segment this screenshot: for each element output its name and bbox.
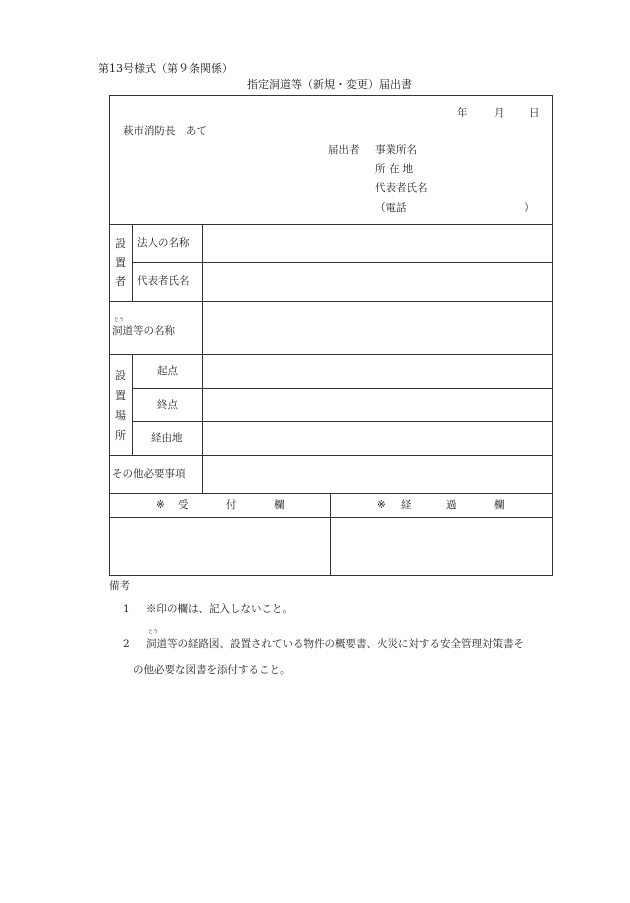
progress-field[interactable] xyxy=(332,519,551,574)
submitter-label: 届出者 xyxy=(328,144,360,156)
installer-vertical-char: 設 xyxy=(115,237,126,250)
via-point-label: 経由地 xyxy=(151,432,183,444)
table-border-right xyxy=(552,95,553,576)
date-day-label: 日 xyxy=(529,107,540,119)
start-point-label: 起点 xyxy=(157,365,178,377)
note-2-number: 2 xyxy=(123,638,130,650)
reception-header-char: 付 xyxy=(226,499,237,511)
addressee: 萩市消防長 あて xyxy=(123,125,207,137)
row-divider xyxy=(109,301,553,302)
table-border-left xyxy=(109,95,110,576)
location-label: 所 在 地 xyxy=(375,163,414,175)
row-divider xyxy=(132,421,553,422)
location-vertical-char: 置 xyxy=(115,389,126,402)
row-divider xyxy=(109,354,553,355)
note-1-number: 1 xyxy=(123,603,130,615)
col-divider xyxy=(330,493,331,576)
progress-header-char: 過 xyxy=(446,499,457,511)
representative-name-label: 代表者氏名 xyxy=(375,182,428,194)
col-divider xyxy=(132,224,133,302)
office-name-label: 事業所名 xyxy=(375,144,417,156)
phone-open-label: （電話 xyxy=(375,202,407,214)
table-border-bottom xyxy=(109,575,553,576)
reception-header-char: 受 xyxy=(178,499,189,511)
installer-rep-name-label: 代表者氏名 xyxy=(137,275,190,287)
notes-heading: 備考 xyxy=(109,580,130,592)
corp-name-label: 法人の名称 xyxy=(137,237,190,249)
row-divider xyxy=(109,455,553,456)
form-title: 指定洞道等（新規・変更）届出書 xyxy=(247,78,412,91)
note-2-furigana: とう xyxy=(148,629,159,635)
tunnel-name-furigana: とう xyxy=(114,317,125,323)
installer-vertical-char: 置 xyxy=(115,256,126,269)
date-month-label: 月 xyxy=(494,107,505,119)
note-2-line-2: の他必要な図書を添付すること。 xyxy=(133,664,291,676)
note-1-text: ※印の欄は、記入しないこと。 xyxy=(146,603,293,615)
reception-field[interactable] xyxy=(111,519,329,574)
start-point-field[interactable] xyxy=(204,356,551,387)
installer-vertical-char: 者 xyxy=(115,275,126,288)
row-divider xyxy=(132,388,553,389)
reception-header-char: ※ xyxy=(156,499,165,511)
row-divider xyxy=(132,262,553,263)
installer-rep-name-field[interactable] xyxy=(204,264,551,300)
location-vertical-char: 場 xyxy=(115,409,126,422)
table-border-top xyxy=(109,95,553,96)
location-vertical-char: 設 xyxy=(115,369,126,382)
other-matters-field[interactable] xyxy=(204,457,551,492)
row-divider xyxy=(109,493,553,494)
end-point-field[interactable] xyxy=(204,390,551,420)
other-matters-label: その他必要事項 xyxy=(112,468,186,480)
progress-header-char: ※ xyxy=(377,499,386,511)
progress-header-char: 欄 xyxy=(494,499,505,511)
corp-name-field[interactable] xyxy=(204,226,551,261)
row-divider xyxy=(109,517,553,518)
phone-close-label: ） xyxy=(524,202,535,214)
form-number: 第13号様式（第９条関係） xyxy=(98,62,233,75)
end-point-label: 終点 xyxy=(157,399,178,411)
row-divider xyxy=(109,224,553,225)
tunnel-name-field[interactable] xyxy=(204,303,551,353)
reception-header-char: 欄 xyxy=(274,499,285,511)
via-point-field[interactable] xyxy=(204,423,551,454)
note-2-line-1: 洞道等の経路図、設置されている物件の概要書、火災に対する安全管理対策書そ xyxy=(146,638,524,650)
tunnel-name-label: 洞道等の名称 xyxy=(112,325,175,337)
col-divider xyxy=(202,224,203,494)
progress-header-char: 経 xyxy=(401,499,412,511)
location-vertical-char: 所 xyxy=(115,429,126,442)
date-year-label: 年 xyxy=(457,107,468,119)
col-divider xyxy=(132,354,133,456)
